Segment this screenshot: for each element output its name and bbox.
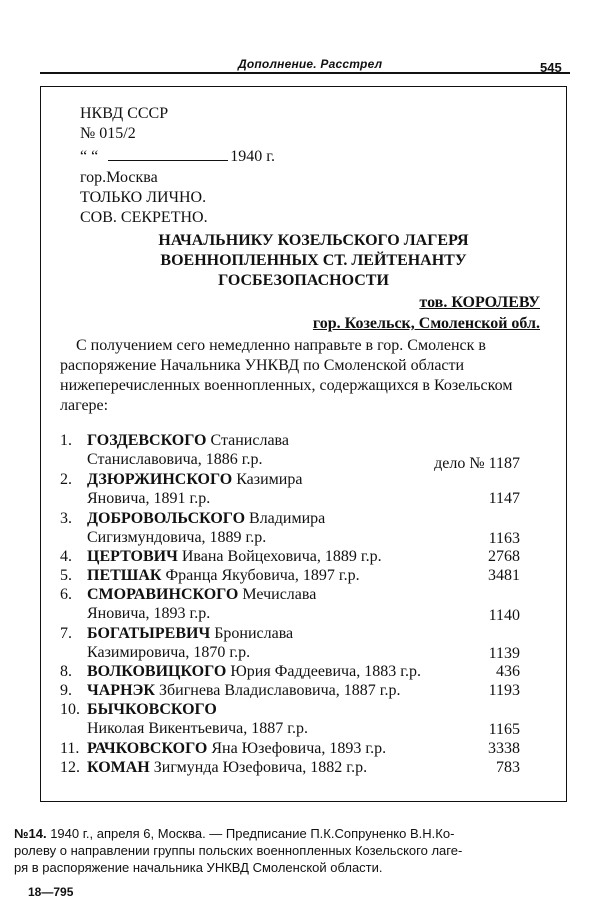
recipient-line-2: ВОЕННОПЛЕННЫХ СТ. ЛЕЙТЕНАНТУ [160, 252, 467, 269]
doc-date-line [80, 146, 275, 167]
body-line-2: распоряжение Начальника УНКВД по Смоленской области [60, 357, 465, 374]
page-number: 545 [540, 60, 562, 75]
list-item: 6. СМОРАВИНСКОГО Мечислава Яновича, 1893 г.р. 1140 [60, 586, 520, 624]
body-line-1: С получением сего немедленно направьте в гор. Смоленск в [76, 337, 486, 354]
case-label: дело № [434, 455, 485, 472]
doc-org: НКВД СССР [80, 105, 169, 122]
doc-city: гор.Москва [80, 169, 158, 186]
recipient-line-3: ГОСБЕЗОПАСНОСТИ [218, 272, 389, 289]
editorial-note-line-3: ря в распоряжение начальника УНКВД Смоленской области. [14, 860, 383, 875]
list-item: 1. ГОЗДЕВСКОГО Станислава Станиславовича, 1886 г.р. дело № 1187 [60, 432, 520, 472]
doc-mark-secret: СОВ. СЕКРЕТНО. [80, 209, 208, 226]
printer-signature-mark: 18—795 [28, 885, 74, 899]
list-item: 12. КОМАН Зигмунда Юзефовича, 1882 г.р. 783 [60, 759, 520, 776]
list-item: 7. БОГАТЫРЕВИЧ Бронислава Казимировича, 1870 г.р. 1139 [60, 625, 520, 662]
addressee: тов. КОРОЛЕВУ [419, 294, 540, 311]
list-item: 5. ПЕТШАК Франца Якубовича, 1897 г.р. 3481 [60, 567, 520, 584]
list-item: 10. БЫЧКОВСКОГО Николая Викентьевича, 1887 г.р. 1165 [60, 701, 520, 738]
addressee-location: гор. Козельск, Смоленской обл. [312, 315, 540, 332]
doc-number: № 015/2 [80, 125, 136, 142]
editorial-note-line-1: №14. 1940 г., апреля 6, Москва. — Предписание П.К.Сопруненко В.Н.Ко- [14, 826, 455, 841]
editorial-note-line-2: ролеву о направлении группы польских военнопленных Козельского лаге- [14, 843, 463, 858]
body-line-4: лагере: [60, 397, 109, 414]
editorial-note [14, 825, 589, 876]
header-rule [40, 72, 570, 74]
date-blank-line [108, 146, 228, 161]
date-quotes: “ “ [80, 148, 99, 165]
doc-mark-personal: ТОЛЬКО ЛИЧНО. [80, 189, 207, 206]
recipient-line-1: НАЧАЛЬНИКУ КОЗЕЛЬСКОГО ЛАГЕРЯ [158, 232, 469, 249]
running-header-title: Дополнение. Расстрел [238, 57, 383, 71]
list-item: 9. ЧАРНЭК Збигнева Владиславовича, 1887 г.р. 1193 [60, 682, 520, 699]
note-doc-number: №14. [14, 826, 47, 841]
list-item: 2. ДЗЮРЖИНСКОГО Казимира Яновича, 1891 г.р. 1147 [60, 471, 520, 507]
list-item: 8. ВОЛКОВИЦКОГО Юрия Фаддеевича, 1883 г.р. 436 [60, 663, 520, 680]
body-line-3: нижеперечисленных военнопленных, содержащихся в Козельском [60, 377, 513, 394]
list-item: 3. ДОБРОВОЛЬСКОГО Владимира Сигизмундовича, 1889 г.р. 1163 [60, 510, 520, 547]
date-year: 1940 г. [230, 148, 275, 165]
list-item: 4. ЦЕРТОВИЧ Ивана Войцеховича, 1889 г.р. 2768 [60, 548, 520, 565]
list-item: 11. РАЧКОВСКОГО Яна Юзефовича, 1893 г.р. 3338 [60, 740, 520, 757]
